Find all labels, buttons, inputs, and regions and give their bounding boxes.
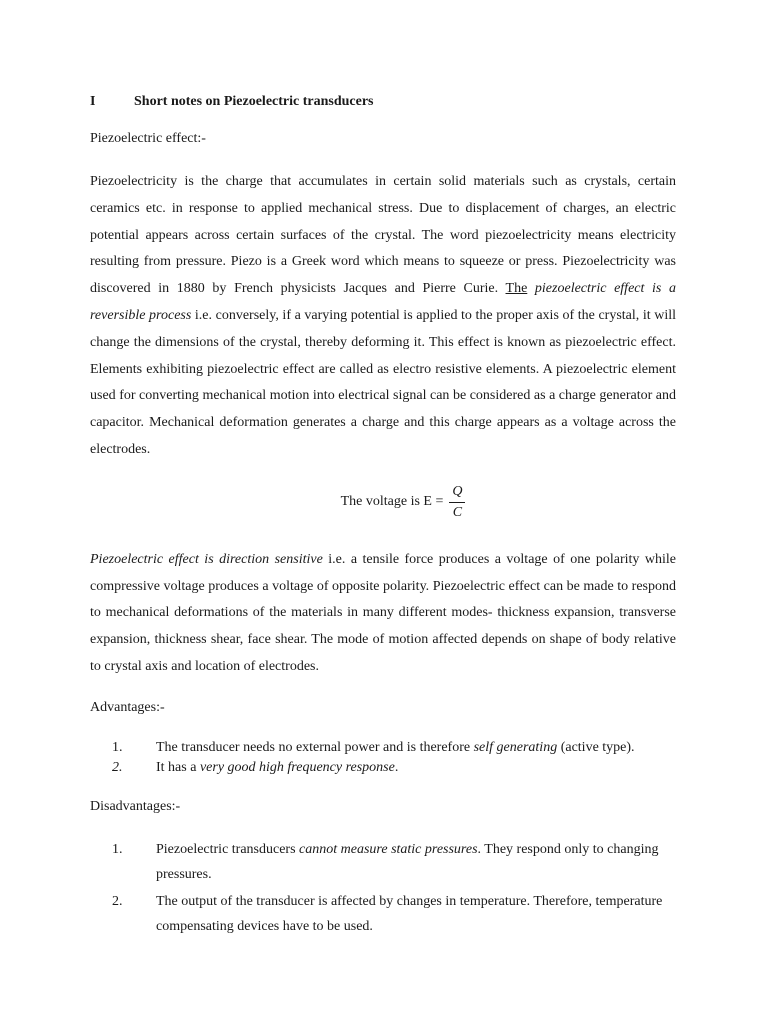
text: It has a bbox=[156, 759, 200, 775]
list-number: 1. bbox=[112, 841, 123, 857]
paragraph-direction-sensitive bbox=[90, 547, 676, 681]
fraction-numerator: Q bbox=[452, 483, 463, 499]
italic-text: self generating bbox=[473, 739, 558, 755]
voltage-formula bbox=[90, 484, 676, 521]
advantages-heading: Advantages:- bbox=[90, 699, 165, 715]
italic-text: cannot measure static pressures bbox=[299, 841, 478, 857]
text: . bbox=[394, 759, 399, 775]
disadvantages-list bbox=[112, 837, 676, 939]
fraction-bar bbox=[449, 502, 465, 503]
list-number: 2. bbox=[112, 893, 123, 909]
text: (active type). bbox=[557, 739, 635, 755]
list-item bbox=[112, 738, 676, 758]
list-number: 2. bbox=[112, 759, 123, 775]
text: . They respond only to changing pressures. bbox=[156, 841, 659, 882]
advantages-list bbox=[112, 738, 676, 778]
list-item bbox=[112, 837, 676, 887]
text: Piezoelectric transducers bbox=[156, 841, 300, 857]
list-text bbox=[156, 837, 676, 887]
paragraph-text: Piezoelectricity is the charge that accumulates in certain solid materials such as crystals, certain ceramics etc. in response to applied mechanical stress. Due to displacement of charges, an electric potential appears across certain surfaces of the crystal. The word piezoelectricity means electricity resulting from pressure. Piezo is a Greek word which means to squeeze or press. Piezoelectricity was discovered in 1880 by French physicists Jacques and Pierre Curie. bbox=[90, 174, 676, 297]
list-number: 1. bbox=[112, 739, 123, 755]
fraction-denominator: C bbox=[452, 504, 463, 520]
paragraph-text: i.e. a tensile force produces a voltage of one polarity while compressive voltage produces a voltage of opposite polarity. Piezoelectric effect can be made to respond to mechanical deformations of the materials in many different modes- thickness expansion, transverse expansion, thickness shear, face shear. The mode of motion affected depends on shape of body relative to crystal axis and location of electrodes. bbox=[90, 551, 676, 674]
formula-label: The voltage is E = bbox=[340, 494, 444, 510]
list-item bbox=[112, 758, 676, 778]
text: The transducer needs no external power and is therefore bbox=[156, 739, 474, 755]
list-text bbox=[156, 738, 635, 758]
section-heading bbox=[90, 94, 676, 110]
section-number: I bbox=[90, 94, 96, 109]
italic-text: Piezoelectric effect is direction sensitive bbox=[90, 551, 323, 567]
section-title: Short notes on Piezoelectric transducers bbox=[134, 94, 374, 109]
disadvantages-heading: Disadvantages:- bbox=[90, 798, 181, 814]
list-item bbox=[112, 889, 676, 939]
italic-text: very good high frequency response bbox=[199, 759, 395, 775]
paragraph-piezoelectricity bbox=[90, 169, 676, 464]
paragraph-text-space bbox=[527, 281, 535, 296]
list-text bbox=[156, 758, 398, 778]
paragraph-text: i.e. conversely, if a varying potential is applied to the proper axis of the crystal, it will change the dimensions of the crystal, thereby deforming it. This effect is known as piezoelectric effect. Elements exhibiting piezoelectric effect are called as electro resistive elements. A piezoelectric element used for converting mechanical motion into electrical signal can be considered as a charge generator and capacitor. Mechanical deformation generates a charge and this charge appears as a voltage across the electrodes. bbox=[90, 307, 676, 457]
list-text: The output of the transducer is affected by changes in temperature. Therefore, temperature compensating devices have to be used. bbox=[156, 893, 663, 934]
italic-text: piezoelectric effect is a reversible process bbox=[90, 281, 676, 323]
underlined-text: The bbox=[505, 281, 528, 297]
fraction bbox=[449, 484, 465, 521]
effect-subheading: Piezoelectric effect:- bbox=[90, 131, 206, 146]
